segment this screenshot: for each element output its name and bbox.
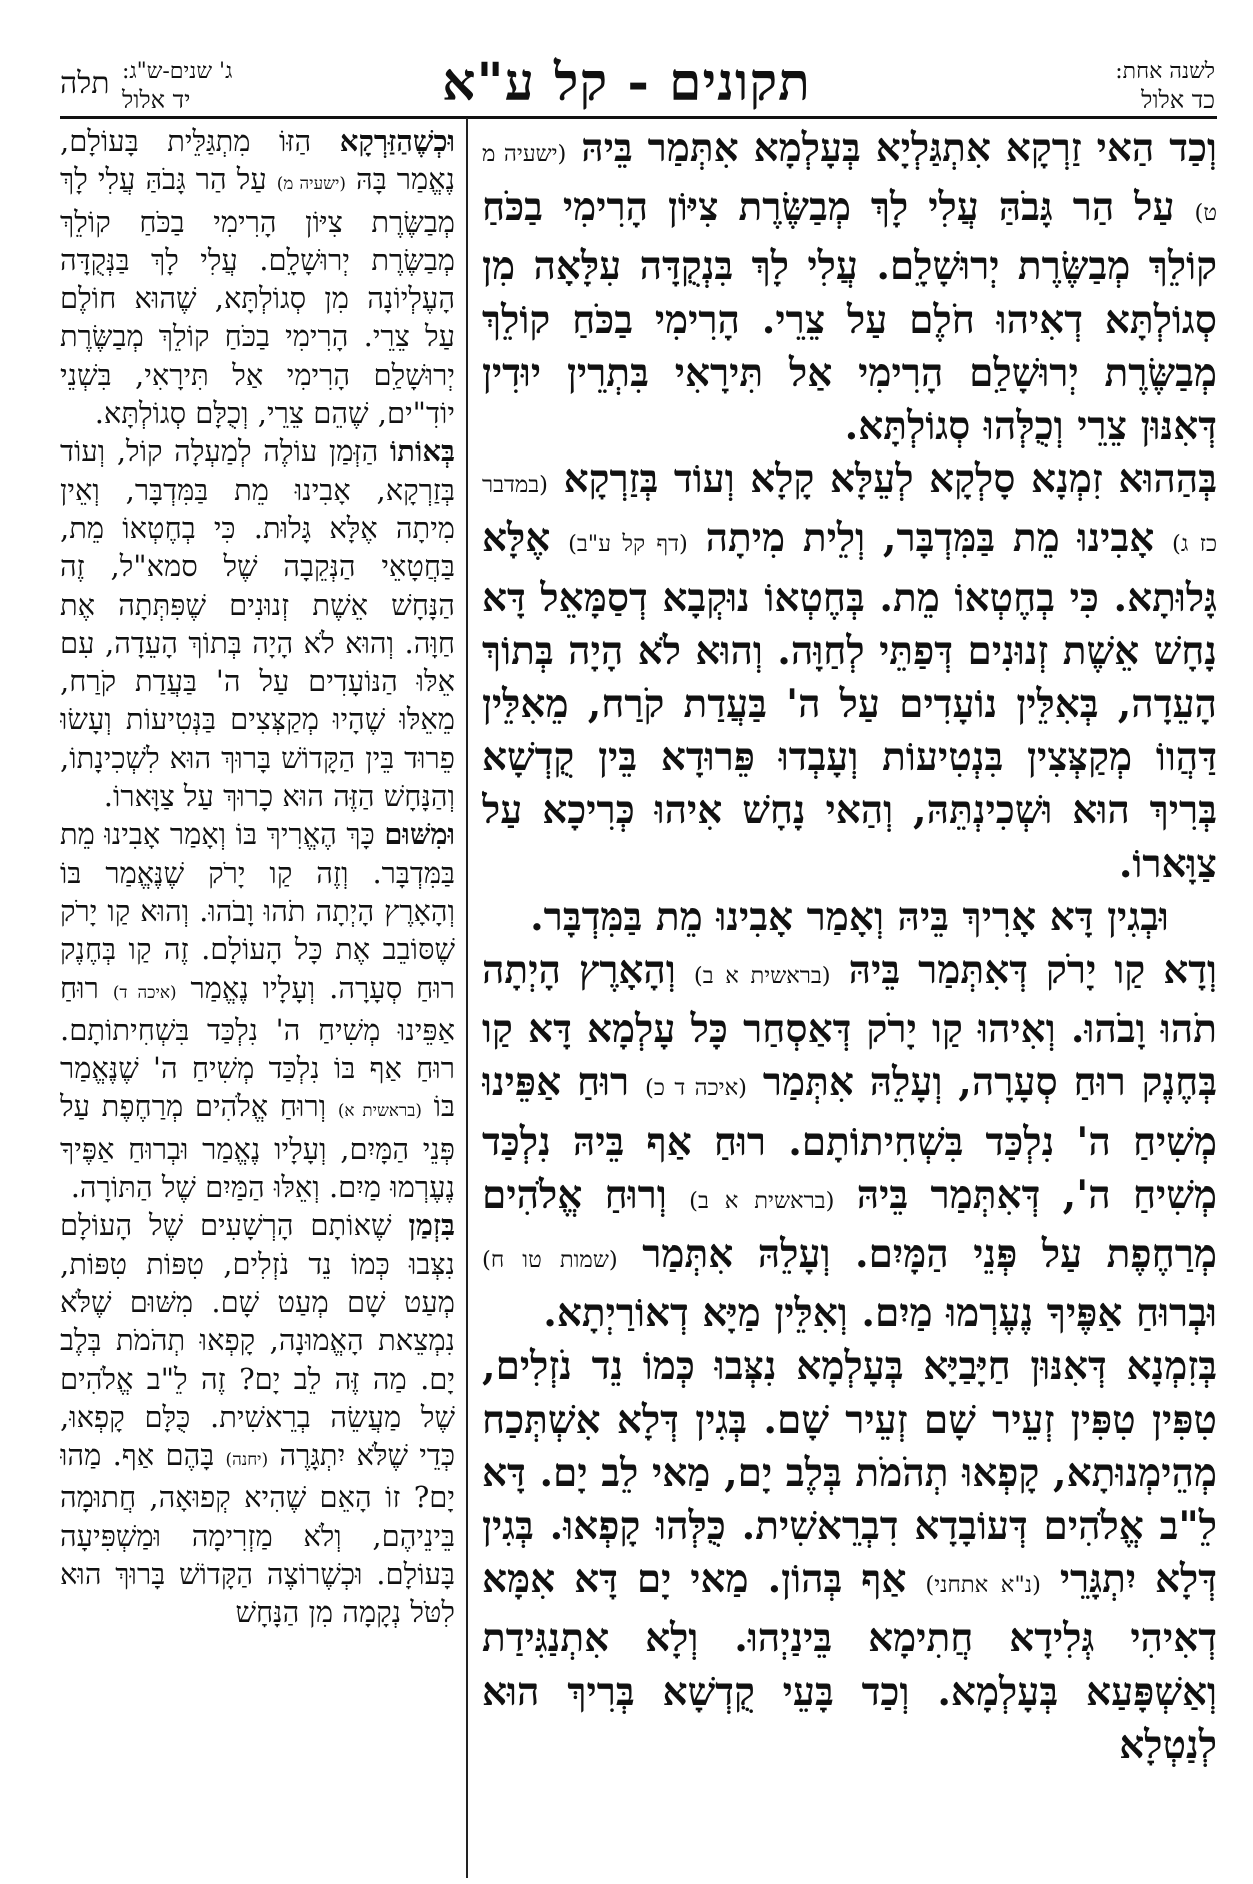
main-paragraph-2: [482, 453, 1217, 891]
header-year-label: לשנה אחת:: [1115, 59, 1215, 84]
main-p5-text-a: בְּזִמְנָא דְּאִנּוּן חַיָּבַיָּא בְּעָלְמָא נִצְּבוּ כְּמוֹ נֵד נֹזְלִים, טִפִּין טִפִּין זְעֵיר שָׁם זְעֵיר שָׁם. בְּגִין דְּלָא אִשְׁתְּכַח מְהֵימְנוּתָא, קָפְאוּ תְהֹמֹת בְּלֶב יָם, מַאי לֵב יָם. דָּא לֵ"ב אֱלֹהִים דְּעוֹבָדָא דִבְרֵאשִׁית. כֻּלְּהוּ קָפְאוּ. בְּגִין דְּלָא יִתְגָּרֵי: [482, 1343, 1217, 1603]
side-paragraph-3: [60, 815, 455, 1206]
main-p4-text-b: וְהָאָרֶץ הָיְתָה תֹהוּ וָבֹהוּ. וְאִיהוּ קַו יָרֹק דְּאַסְחַר כָּל עָלְמָא דָּא קַו בְּחֶנֶק רוּחַ סְעָרָה, וְעָלֵהּ אִתְּמַר: [482, 947, 1217, 1106]
main-p4-reference-3: (בראשית א ב): [689, 1187, 835, 1214]
side-p3-text-c: וְרוּחַ אֱלֹהִים מְרַחֶפֶת עַל פְּנֵי הַמָּיִם, וְעָלָיו נֶאֱמַר וּבְרוּחַ אַפֶּיךָ נֶעֶרְמוּ מַיִם. וְאֵלּוּ הַמַּיִם שֶׁל הַתּוֹרָה.: [60, 1089, 455, 1205]
main-p1-text-b: עַל הַר גָּבֹהַּ עֲלִי לָךְ מְבַשֶּׂרֶת צִיּוֹן הָרִימִי בַכֹּחַ קוֹלֵךְ מְבַשֶּׂרֶת יְרוּשָׁלִָם. עֲלִי לָךְ בִּנְקֻדָּה עִלָּאָה מִן סְגוֹלְתָּא דְאִיהוּ חֹלֶם עַל צֵרֵי. הָרִימִי בַכֹּחַ קוֹלֵךְ מְבַשֶּׂרֶת יְרוּשָׁלִַם הָרִימִי אַל תִּירָאִי בִּתְרֵין יוּדִין דְּאִנּוּן צֵרֵי וְכֻלְּהוּ סְגוֹלְתָּא.: [482, 184, 1217, 450]
main-p4-text-c: רוּחַ אַפֵּינוּ מְשִׁיחַ ה' נִלְכַּד בִּשְׁחִיתוֹתָם. רוּחַ אַף בֵּיהּ נִלְכַּד מְשִׁיחַ ה', דְּאִתְּמַר בֵּיהּ: [482, 1059, 1217, 1218]
header-years-label: ג' שנים-ש"ג:: [122, 59, 233, 84]
main-p1-text-a: וְכַד הַאי זַרְקָא אִתְגַּלְיָא בְּעָלְמָא אִתְּמַר בֵּיהּ: [581, 125, 1217, 171]
main-p2-text-c: אֶלָּא גָּלוּתָא. כִּי בְחֶטְאוֹ מֵת. בְּחֶטְאוֹ נוּקְבָא דְסַמָּאֵל דָּא נָחָשׁ אֵשֶׁת זְנוּנִים דְּפַתֵּי לְחַוָּה. וְהוּא לֹא הָיָה בְּתוֹךְ הָעֵדָה, בְּאִלֵּין נוֹעָדִים עַל ה' בַּעֲדַת קֹרַח, מֵאִלֵּין דַּהֲווֹ מְקַצְּצִין בִּנְטִיעוֹת וְעָבְדוּ פֵּרוּדָא בֵּין קֻדְשָׁא בְּרִיךְ הוּא וּשְׁכִינְתֵּהּ, וְהַאי נָחָשׁ אִיהוּ כְּרִיכָא עַל צַוָּארוֹ.: [482, 515, 1217, 887]
main-p2-text-b: אָבִינוּ מֵת בַּמִּדְבָּר, וְלֵית מִיתָה: [705, 515, 1155, 562]
main-p2-text-a: בְּהַהוּא זִמְנָא סָלְקָא לְעֵלָּא קָלָא וְעוֹד בְּזַרְקָא: [563, 456, 1217, 503]
side-p4-text-b: בָּהֶם אַף. מַהוּ יָם? זוֹ הָאֵם שֶׁהִיא קְפוּאָה, חֲתוּמָה בֵּינֵיהֶם, וְלֹא מַזְרִימָה וּמַשְׁפִּיעָה בָּעוֹלָם. וּכְשֶׁרוֹצֶה הַקָּדוֹשׁ בָּרוּךְ הוּא לִטֹּל נְקָמָה מִן הַנָּחָשׁ: [60, 1438, 455, 1630]
main-text-column: [482, 122, 1217, 1878]
header-rule: [60, 116, 1217, 119]
header-date-left: יד אלול: [122, 86, 191, 114]
side-p3-reference: (איכה ד): [112, 981, 177, 1002]
page-number: תלה: [60, 66, 110, 101]
main-p4-reference-4: (שמות טו ח): [482, 1247, 618, 1274]
side-p1-lead-word: וּכְשֶׁהַזַּרְקָא: [339, 124, 455, 158]
side-p2-lead-word: בְּאוֹתוֹ: [389, 434, 455, 469]
side-paragraph-1: [60, 122, 455, 432]
main-p5-text-b: אַף בְּהוֹן. מַאי יָם דָּא אִמָּא דְאִיהִי גְּלִידָא חֲתִימָא בֵּינַיְהוּ. וְלָא אִתְנַגִּידַת וְאַשְׁפָּעַא בְּעָלְמָא. וְכַד בָּעֵי קֻדְשָׁא בְּרִיךְ הוּא לְנַטְלָא: [482, 1556, 1217, 1768]
side-p3-text-b: רוּחַ אַפֵּינוּ מְשִׁיחַ ה' נִלְכַּד בִּשְׁחִיתוֹתָם. רוּחַ אַף בּוֹ נִלְכַּד מְשִׁיחַ ה' שֶׁנֶּאֱמַר בּוֹ: [60, 970, 455, 1124]
main-p4-reference-2: (איכה ד כ): [645, 1075, 747, 1102]
main-paragraph-4: [482, 944, 1217, 1340]
side-p4-text-a: שֶׁאוֹתָם הָרְשָׁעִים שֶׁל הָעוֹלָם נִצְּבוּ כְּמוֹ נֵד נֹזְלִים, טִפּוֹת טִפּוֹת, מְעַט שָׁם מְעַט שָׁם. מִשּׁוּם שֶׁלֹּא נִמְצֵאת הָאֱמוּנָה, קָפְאוּ תְהֹמֹת בְּלֶב יָם. מַה זֶּה לֵב יָם? זֶה לֵ"ב אֱלֹהִים שֶׁל מַעֲשֵׂה בְרֵאשִׁית. כֻּלָּם קָפְאוּ, כְּדֵי שֶׁלֹּא יִתְגָּרֶה: [60, 1208, 455, 1473]
side-p4-lead-word: בִּזְמַן: [408, 1208, 455, 1243]
main-p4-text-e: וּבְרוּחַ אַפֶּיךָ נֶעֶרְמוּ מַיִם. וְאִלֵּין מַיָּא דְאוֹרַיְתָא.: [543, 1290, 1217, 1337]
main-p4-text-d: וְרוּחַ אֱלֹהִים מְרַחֶפֶת עַל פְּנֵי הַמָּיִם. וְעָלֵהּ אִתְּמַר: [482, 1171, 1217, 1278]
side-p4-variant-note: (יחנה): [225, 1449, 269, 1470]
main-p2-page-reference: (דף קל ע"ב): [568, 531, 688, 558]
side-p3-lead-word: וּמִשּׁוּם: [384, 817, 455, 852]
main-p2-reference: (במדבר כז ג): [482, 472, 1217, 558]
main-paragraph-5: [482, 1340, 1217, 1772]
page-title: תקונים - קל ע"א: [442, 52, 811, 113]
main-paragraph-3: וּבְגִין דָּא אָרִיךְ בֵּיהּ וְאָמַר אָבִינוּ מֵת בַּמִּדְבָּר.: [530, 893, 1169, 940]
side-paragraph-2: [60, 432, 455, 815]
main-p4-reference: (בראשית א ב): [693, 963, 831, 990]
side-p3-reference-2: (בראשית א): [337, 1100, 422, 1121]
side-p2-text-a: הַזְּמַן עוֹלֶה לְמַעְלָה קוֹל, וְעוֹד בְּזַרְקָא, אָבִינוּ מֵת בַּמִּדְבָּר, וְאֵין מִיתָה אֶלָּא גָּלוּת. כִּי בְחֶטְאוֹ מֵת, בַּחֲטָאֵי הַנְּקֵבָה שֶׁל סמא"ל, זֶה הַנָּחָשׁ אֵשֶׁת זְנוּנִים שֶׁפִּתְּתָה אֶת חַוָּה. וְהוּא לֹא הָיָה בְּתוֹךְ הָעֵדָה, עִם אֵלּוּ הַנּוֹעָדִים עַל ה' בַּעֲדַת קֹרַח, מֵאֵלּוּ שֶׁהָיוּ מְקַצְּצִים בַּנְּטִיעוֹת וְעָשׂוּ פֵרוּד בֵּין הַקָּדוֹשׁ בָּרוּךְ הוּא לִשְׁכִינָתוֹ, וְהַנָּחָשׁ הַזֶּה הוּא כָרוּךְ עַל צַוָּארוֹ.: [60, 434, 455, 814]
main-p4-text-a: וְדָא קַו יָרֹק דְּאִתְּמַר בֵּיהּ: [848, 947, 1217, 994]
main-p5-variant-note: (נ"א אתחני): [925, 1572, 1041, 1599]
side-p3-text-a: כָּךְ הֶאֱרִיךְ בּוֹ וְאָמַר אָבִינוּ מֵת בַּמִּדְבָּר. וְזֶה קַו יָרֹק שֶׁנֶּאֱמַר בּוֹ וְהָאָרֶץ הָיְתָה תֹהוּ וָבֹהוּ. וְהוּא קַו יָרֹק שֶׁסּוֹבֵב אֶת כָּל הָעוֹלָם. זֶה קַו בְּחֶנֶק רוּחַ סְעָרָה. וְעָלָיו נֶאֱמַר: [60, 817, 455, 1005]
header-date-right: כד אלול: [1141, 86, 1215, 114]
side-p1-text-a: הַזּוֹ מִתְגַּלֵּית בָּעוֹלָם, נֶאֱמַר בָּהּ: [60, 124, 455, 197]
main-paragraph-1: [482, 122, 1217, 453]
translation-column: [60, 122, 455, 1878]
column-divider: [466, 118, 468, 1878]
side-p1-text-b: עַל הַר גָּבֹהַּ עֲלִי לָךְ מְבַשֶּׂרֶת צִיּוֹן הָרִימִי בַכֹּחַ קוֹלֵךְ מְבַשֶּׂרֶת יְרוּשָׁלִָם. עֲלִי לָךְ בַּנְּקֻדָּה הָעֶלְיוֹנָה מִן סְגוֹלְתָּא, שֶׁהוּא חוֹלֶם עַל צֵרֵי. הָרִימִי בַכֹּחַ קוֹלֵךְ מְבַשֶּׂרֶת יְרוּשָׁלִַם הָרִימִי אַל תִּירָאִי, בִּשְׁנֵי יוֹדִ"ים, שֶׁהֵם צֵרֵי, וְכֻלָּם סְגוֹלְתָּא.: [60, 162, 455, 431]
side-paragraph-4: [60, 1206, 455, 1631]
main-p1-reference: (ישעיה מ ט): [482, 141, 1217, 227]
side-p1-reference: (ישעיה מ): [276, 173, 346, 194]
